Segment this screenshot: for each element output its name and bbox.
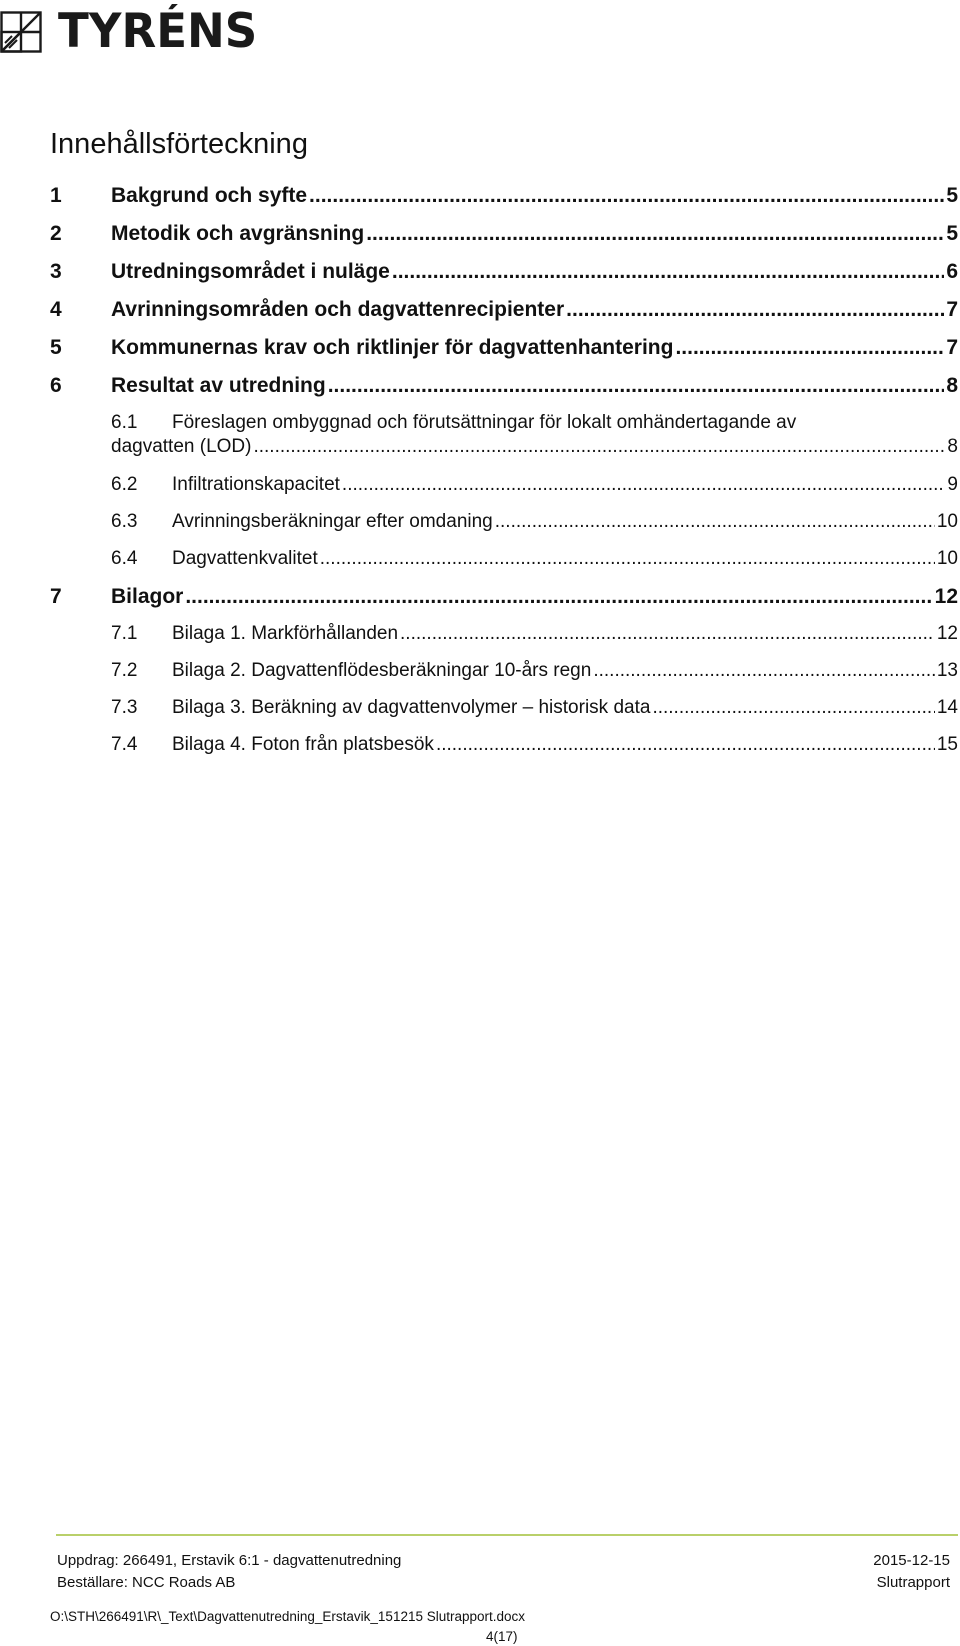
toc-entry-7-1[interactable] xyxy=(50,622,958,659)
tyrens-logo-mark-icon xyxy=(0,11,42,53)
toc-entry-number: 2 xyxy=(50,222,62,245)
toc-entry-page: 15 xyxy=(936,734,958,755)
toc-entry-number: 7.2 xyxy=(111,660,138,681)
toc-dot-leader xyxy=(566,297,944,323)
toc-entry-title: Kommunernas krav och riktlinjer för dagvattenhantering xyxy=(111,336,674,359)
toc-entry-number: 5 xyxy=(50,336,62,359)
footer-file-path: O:\STH\266491\R\_Text\Dagvattenutredning_Erstavik_151215 Slutrapport.docx xyxy=(50,1609,526,1624)
toc-entry-title: Bilaga 1. Markförhållanden xyxy=(172,623,399,644)
toc-entry-number: 6.3 xyxy=(111,511,138,532)
footer-page-number: 4(17) xyxy=(486,1629,518,1644)
toc-entry-title: Avrinningsområden och dagvattenrecipienter xyxy=(111,298,565,321)
footer-doc-type: Slutrapport xyxy=(876,1574,950,1591)
toc-entry-title: Bakgrund och syfte xyxy=(111,184,308,207)
toc-dot-leader xyxy=(400,622,935,646)
toc-entry-number: 7.1 xyxy=(111,623,138,644)
toc-dot-leader xyxy=(593,659,935,683)
toc-entry-page: 5 xyxy=(946,222,958,245)
toc-entry-7-4[interactable] xyxy=(50,733,958,770)
toc-entry-6-3[interactable] xyxy=(50,510,958,547)
toc-entry-6-1[interactable] xyxy=(50,411,958,473)
toc-entry-page: 7 xyxy=(946,336,958,359)
toc-entry-4[interactable] xyxy=(50,297,958,335)
toc-entry-page: 10 xyxy=(936,548,958,569)
toc-entry-number: 6.2 xyxy=(111,474,138,495)
toc-dot-leader xyxy=(342,473,946,497)
toc-dot-leader xyxy=(309,183,944,209)
toc-entry-1[interactable] xyxy=(50,183,958,221)
toc-entry-number: 7.4 xyxy=(111,734,138,755)
toc-entry-7-2[interactable] xyxy=(50,659,958,696)
toc-entry-number: 3 xyxy=(50,260,62,283)
toc-entry-title: Utredningsområdet i nuläge xyxy=(111,260,390,283)
toc-entry-5[interactable] xyxy=(50,335,958,373)
toc-entry-page: 13 xyxy=(936,660,958,681)
toc-entry-7-3[interactable] xyxy=(50,696,958,733)
toc-entry-page: 8 xyxy=(947,436,958,457)
toc-entry-title: Infiltrationskapacitet xyxy=(172,474,340,495)
toc-entry-number: 4 xyxy=(50,298,62,321)
toc-entry-title: Bilaga 3. Beräkning av dagvattenvolymer – historisk data xyxy=(172,697,651,718)
toc-entry-number: 1 xyxy=(50,184,62,207)
toc-dot-leader xyxy=(495,510,935,534)
toc-entry-page: 9 xyxy=(947,474,958,495)
toc-entry-number: 6 xyxy=(50,374,62,397)
toc-entry-number: 7.3 xyxy=(111,697,138,718)
toc-dot-leader xyxy=(320,547,935,571)
toc-entry-2[interactable] xyxy=(50,221,958,259)
toc-entry-page: 5 xyxy=(946,184,958,207)
toc-entry-7[interactable] xyxy=(50,584,958,622)
toc-entry-title: Bilagor xyxy=(111,585,184,608)
toc-dot-leader xyxy=(436,733,935,757)
toc-entry-title: Bilaga 4. Foton från platsbesök xyxy=(172,734,434,755)
toc-entry-title: Resultat av utredning xyxy=(111,374,326,397)
toc-entry-title: Bilaga 2. Dagvattenflödesberäkningar 10-års regn xyxy=(172,660,592,681)
toc-entry-title: Metodik och avgränsning xyxy=(111,222,365,245)
toc-dot-leader xyxy=(366,221,944,247)
toc-entry-title: Avrinningsberäkningar efter omdaning xyxy=(172,511,493,532)
company-logo xyxy=(0,4,266,59)
toc-entry-number: 7 xyxy=(50,585,62,608)
toc-entry-page: 8 xyxy=(946,374,958,397)
toc-entry-6[interactable] xyxy=(50,373,958,411)
toc-entry-6-4[interactable] xyxy=(50,547,958,584)
toc-dot-leader xyxy=(253,435,945,459)
logo-wordmark: TYRÉNS xyxy=(58,4,258,59)
toc-entry-title: Dagvattenkvalitet xyxy=(172,548,318,569)
toc-entry-3[interactable] xyxy=(50,259,958,297)
footer-date: 2015-12-15 xyxy=(873,1552,950,1569)
table-of-contents xyxy=(50,183,958,770)
toc-dot-leader xyxy=(652,696,934,720)
toc-entry-page: 7 xyxy=(946,298,958,321)
toc-entry-number: 6.4 xyxy=(111,548,138,569)
toc-entry-title-continued: dagvatten (LOD) xyxy=(111,436,252,457)
toc-entry-number: 6.1 xyxy=(111,412,138,433)
toc-dot-leader xyxy=(328,373,945,399)
toc-dot-leader xyxy=(675,335,944,361)
footer-divider xyxy=(56,1534,958,1536)
toc-dot-leader xyxy=(392,259,944,285)
toc-entry-title: Föreslagen ombyggnad och förutsättningar för lokalt omhändertagande av xyxy=(172,412,797,433)
toc-dot-leader xyxy=(185,584,932,610)
toc-entry-page: 10 xyxy=(936,511,958,532)
toc-entry-page: 12 xyxy=(934,585,958,608)
toc-entry-page: 14 xyxy=(936,697,958,718)
footer-client: Beställare: NCC Roads AB xyxy=(57,1574,236,1591)
footer-assignment: Uppdrag: 266491, Erstavik 6:1 - dagvattenutredning xyxy=(57,1552,402,1569)
toc-title: Innehållsförteckning xyxy=(50,128,308,160)
toc-entry-page: 12 xyxy=(936,623,958,644)
toc-entry-6-2[interactable] xyxy=(50,473,958,510)
toc-entry-page: 6 xyxy=(946,260,958,283)
